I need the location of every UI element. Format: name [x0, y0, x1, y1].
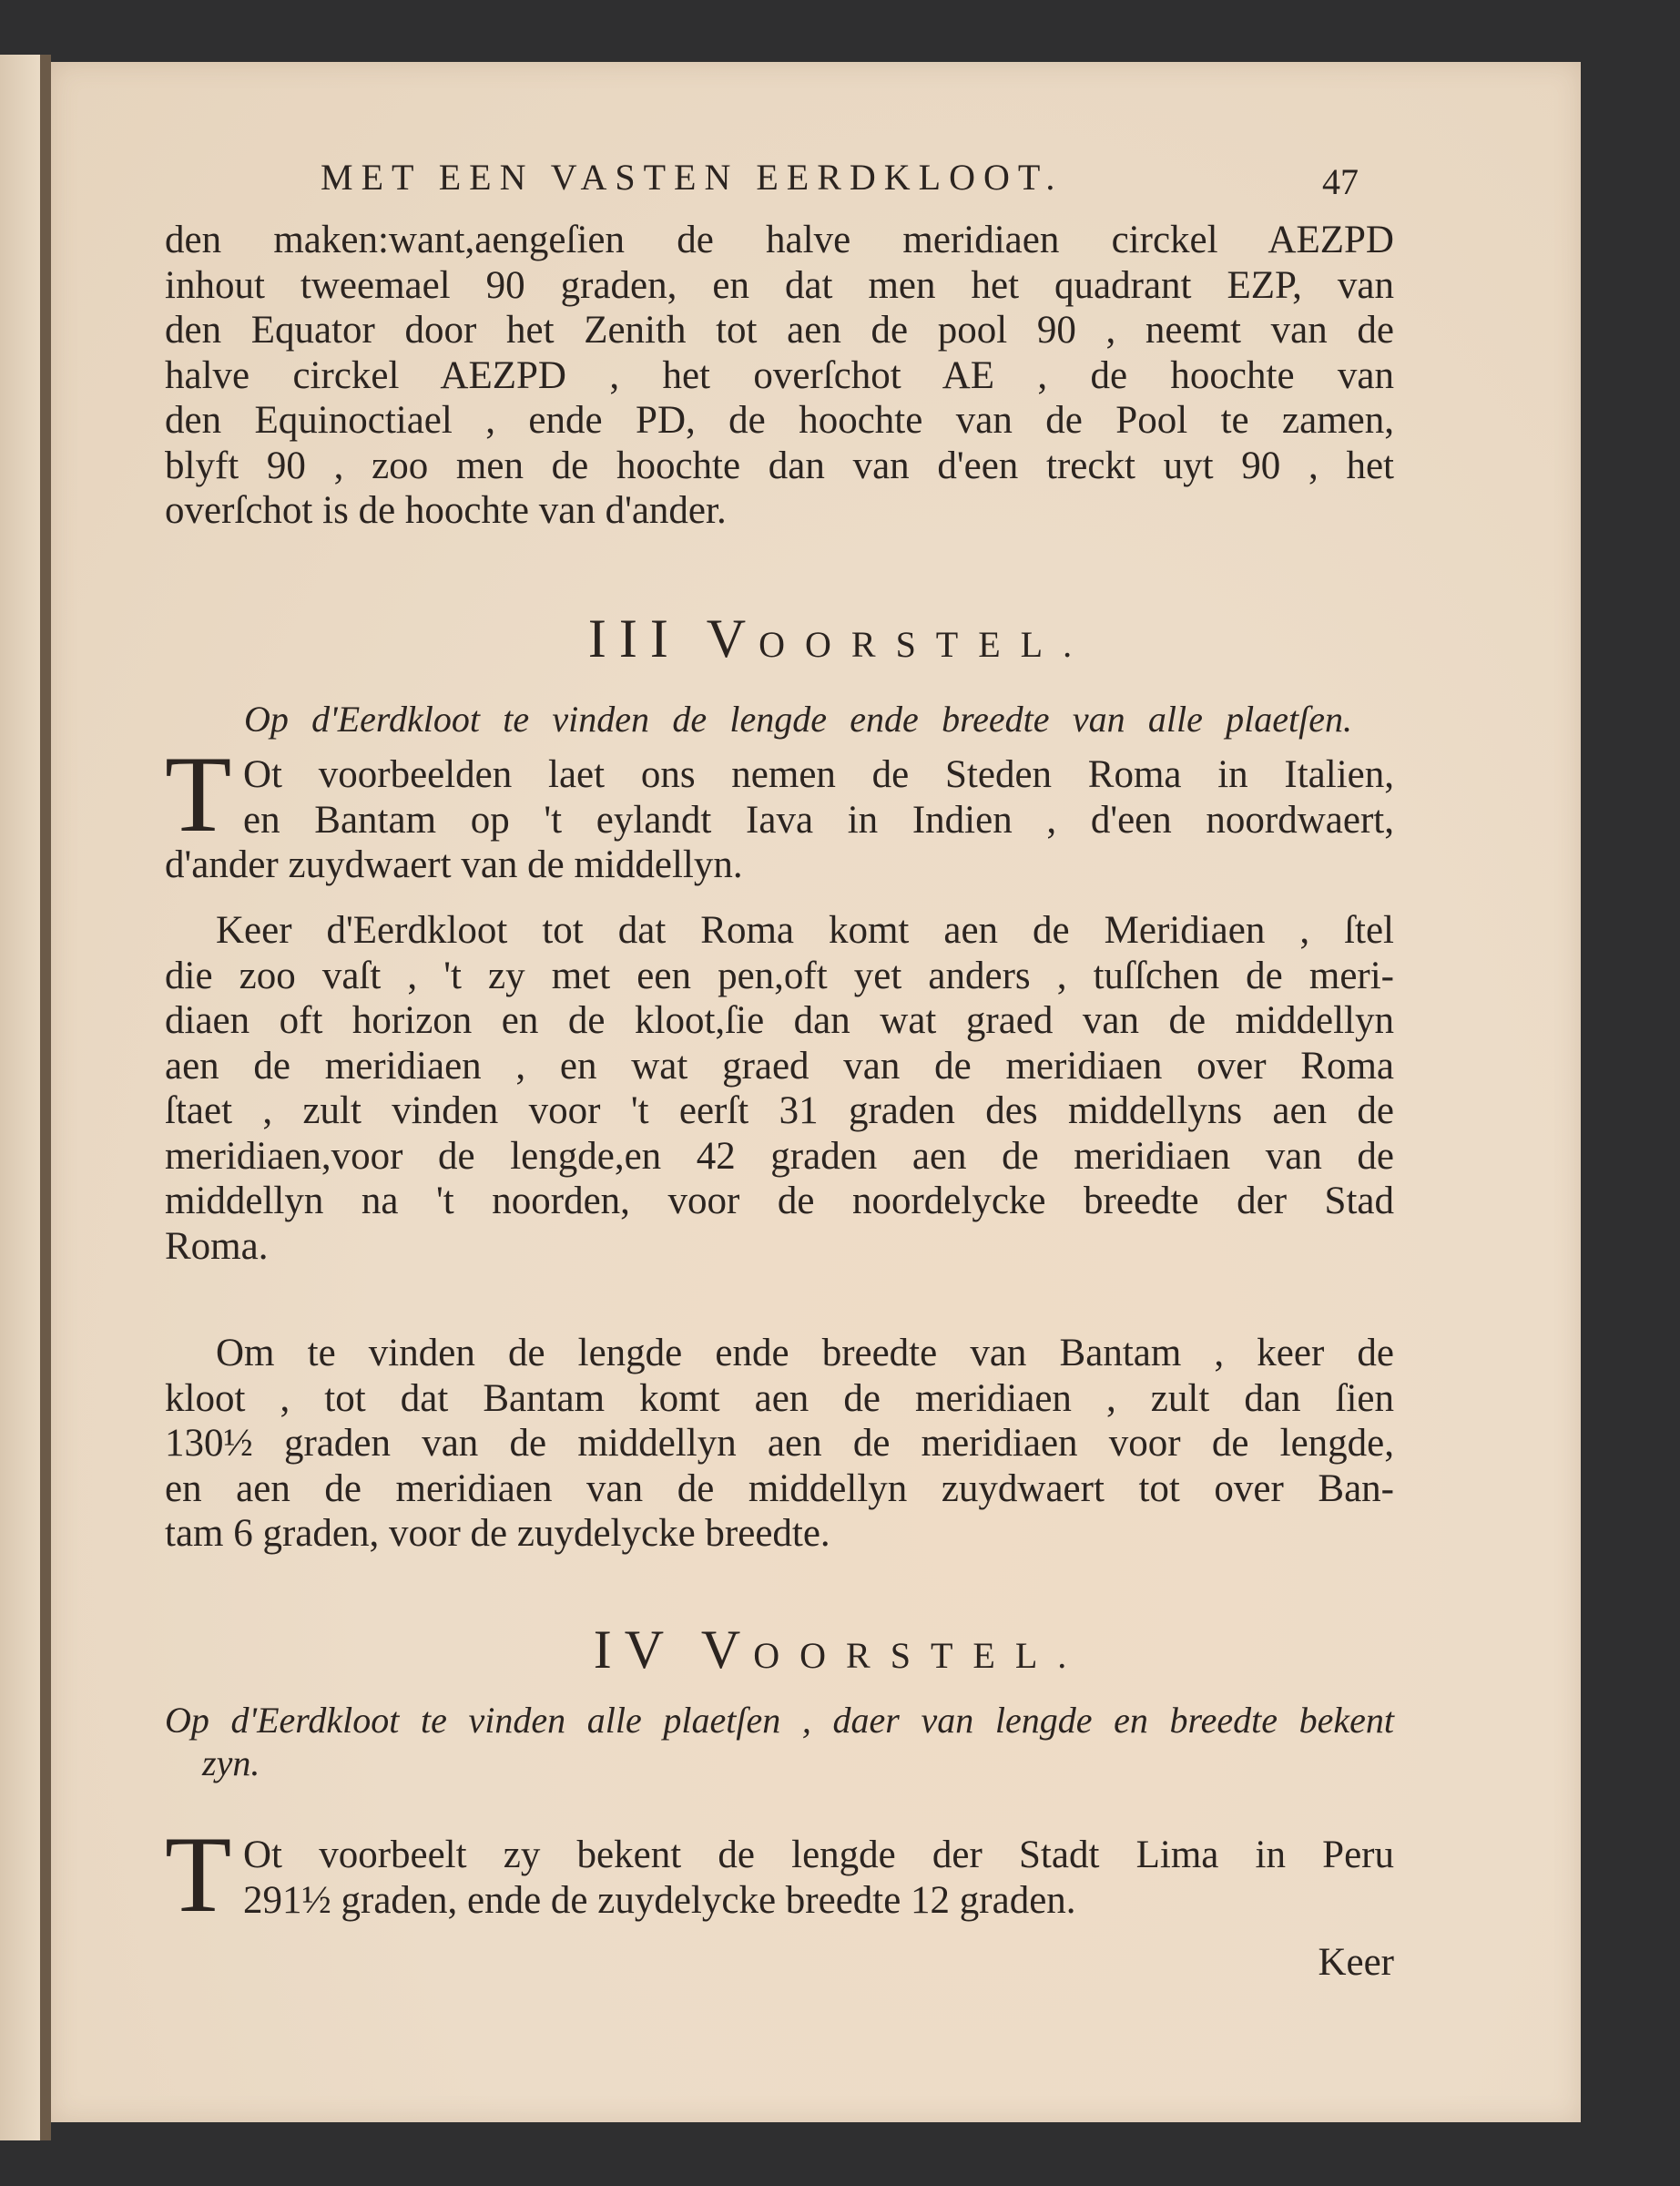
- text-line: den maken:want,aengeſien de halve meridiaen circkel AEZPD: [165, 219, 1394, 261]
- text-line: aen de meridiaen , en wat graed van de meridiaen over Roma: [165, 1044, 1394, 1088]
- heading-numeral: III: [587, 608, 681, 669]
- book-gutter: [40, 55, 51, 2140]
- text-line: middellyn na 't noorden, voor de noordelycke breedte der Stad: [165, 1180, 1394, 1222]
- text-line: meridiaen,voor de lengde,en 42 graden aen de meridiaen van de: [165, 1134, 1394, 1178]
- text-line: Ot voorbeelt zy bekent de lengde der Stadt Lima in Peru: [243, 1834, 1394, 1876]
- text-line: Om te vinden de lengde ende breedte van Bantam , keer de: [216, 1332, 1394, 1374]
- text-line: blyft 90 , zoo men de hoochte dan van d'een treckt uyt 90 , het: [165, 444, 1394, 487]
- section-subtitle-4-cont: zyn.: [202, 1742, 260, 1783]
- text-line: overſchot is de hoochte van d'ander.: [165, 489, 727, 532]
- text-line: tam 6 graden, voor de zuydelycke breedte.: [165, 1512, 830, 1555]
- text-line: en aen de meridiaen van de middellyn zuydwaert tot over Ban-: [165, 1466, 1394, 1510]
- section-heading-3: [0, 607, 1680, 677]
- paragraph-1: [165, 218, 1394, 534]
- text-line: den Equinoctiael , ende PD, de hoochte van de Pool te zamen,: [165, 399, 1394, 442]
- section-subtitle-4: Op d'Eerdkloot te vinden alle plaetſen , daer van lengde en breedte bekent: [165, 1700, 1394, 1741]
- drop-cap: T: [165, 733, 232, 854]
- text-line: ſtaet , zult vinden voor 't eerſt 31 graden des middellyns aen de: [165, 1089, 1394, 1132]
- paragraph-2: [165, 752, 1394, 888]
- page-number: 47: [1322, 161, 1359, 202]
- paragraph-4: [165, 1331, 1394, 1557]
- text-line: Ot voorbeelden laet ons nemen de Steden Roma in Italien,: [243, 753, 1394, 796]
- text-line: kloot , tot dat Bantam komt aen de meridiaen , zult dan ſien: [165, 1376, 1394, 1420]
- text-line: Keer d'Eerdkloot tot dat Roma komt aen de Meridiaen , ſtel: [216, 909, 1394, 952]
- heading-rest: OORSTEL.: [759, 624, 1093, 665]
- heading-initial: V: [706, 608, 759, 669]
- paragraph-5: [165, 1833, 1394, 1923]
- text-line: halve circkel AEZPD , het overſchot AE , de hoochte van: [165, 353, 1394, 397]
- text-line: 130½ graden van de middellyn aen de meridiaen voor de lengde,: [165, 1422, 1394, 1465]
- text-line: d'ander zuydwaert van de middellyn.: [165, 843, 743, 886]
- heading-initial: V: [700, 1619, 754, 1680]
- section-heading-4: [0, 1618, 1680, 1688]
- text-line: diaen oft horizon en de kloot,ſie dan wat graed van de middellyn: [165, 999, 1394, 1042]
- catchword: Keer: [1318, 1941, 1394, 1984]
- heading-numeral: IV: [593, 1619, 676, 1680]
- text-line: Roma.: [165, 1224, 269, 1268]
- text-line: 291½ graden, ende de zuydelycke breedte 12 graden.: [243, 1878, 1076, 1922]
- heading-rest: OORSTEL.: [753, 1635, 1087, 1676]
- text-line: den Equator door het Zenith tot aen de pool 90 , neemt van de: [165, 309, 1394, 352]
- running-title: MET EEN VASTEN EERDKLOOT.: [321, 157, 1064, 198]
- drop-cap: T: [165, 1813, 232, 1935]
- text-line: die zoo vaſt , 't zy met een pen,oft yet anders , tuſſchen de meri-: [165, 954, 1394, 997]
- text-line: inhout tweemael 90 graden, en dat men het quadrant EZP, van: [165, 263, 1394, 307]
- paragraph-3: [165, 908, 1394, 1269]
- text-line: en Bantam op 't eylandt Iava in Indien , d'een noordwaert,: [243, 798, 1394, 842]
- section-subtitle-3: Op d'Eerdkloot te vinden de lengde ende breedte van alle plaetſen.: [244, 699, 1352, 740]
- facing-page-edge: [0, 55, 40, 2140]
